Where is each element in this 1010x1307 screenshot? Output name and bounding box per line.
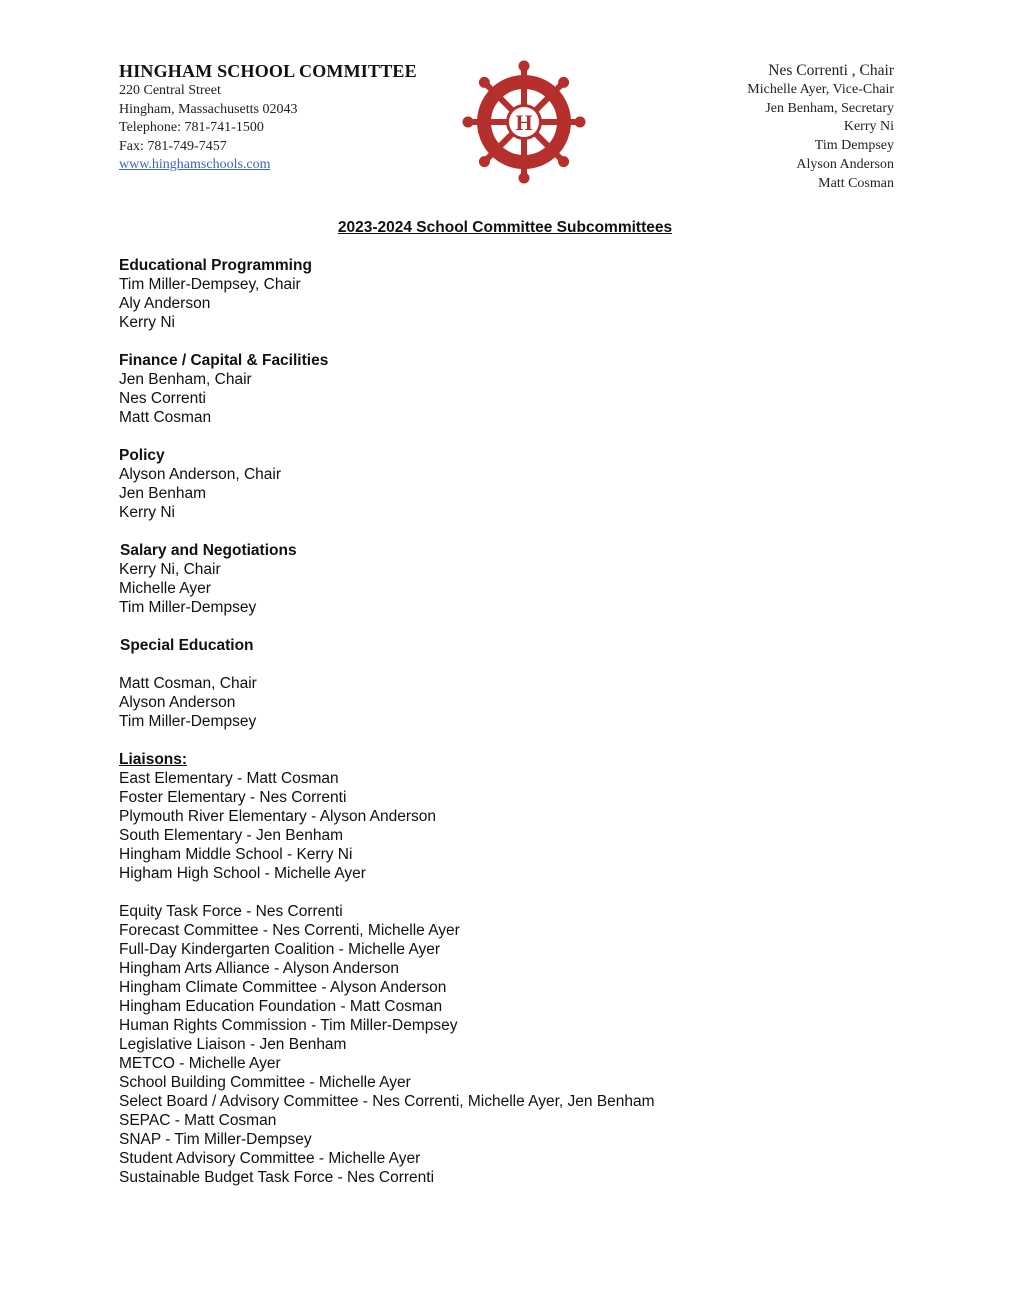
subcommittee-member: Kerry Ni: [119, 504, 175, 521]
group-liaison: Forecast Committee - Nes Correnti, Michelle Ayer: [119, 922, 460, 939]
group-liaison: Hingham Education Foundation - Matt Cosman: [119, 998, 443, 1015]
org-name: HINGHAM SCHOOL COMMITTEE: [119, 61, 417, 81]
member-chair: Nes Correnti , Chair: [768, 62, 894, 79]
address-city: Hingham, Massachusetts 02043: [119, 101, 298, 117]
address-street: 220 Central Street: [119, 83, 221, 98]
member-vice-chair: Michelle Ayer, Vice-Chair: [747, 81, 894, 97]
subcommittee-member: Alyson Anderson, Chair: [119, 466, 281, 483]
group-liaison: SEPAC - Matt Cosman: [119, 1112, 277, 1129]
committee-members-list: [747, 62, 894, 194]
group-liaison: Select Board / Advisory Committee - Nes Correnti, Michelle Ayer, Jen Benham: [119, 1093, 655, 1110]
member-secretary: Jen Benham, Secretary: [765, 100, 894, 116]
subcommittee-member: Kerry Ni: [119, 314, 175, 331]
subcommittee-heading: Policy: [119, 447, 165, 464]
subcommittee-member: Tim Miller-Dempsey: [119, 599, 257, 616]
school-liaison: East Elementary - Matt Cosman: [119, 770, 339, 787]
liaisons-heading: Liaisons:: [119, 751, 188, 768]
website-link[interactable]: www.hinghamschools.com: [119, 157, 271, 173]
subcommittee-member: Kerry Ni, Chair: [119, 561, 221, 578]
ship-wheel-logo-icon: [456, 55, 592, 189]
school-liaison: Higham High School - Michelle Ayer: [119, 865, 366, 882]
group-liaison: SNAP - Tim Miller-Dempsey: [119, 1131, 312, 1148]
group-liaison: School Building Committee - Michelle Ayer: [119, 1074, 411, 1091]
liaisons-section: [119, 750, 919, 1187]
subcommittee-section: [119, 351, 919, 427]
school-liaison: South Elementary - Jen Benham: [119, 827, 344, 844]
group-liaison: Equity Task Force - Nes Correnti: [119, 903, 343, 920]
school-liaison: Foster Elementary - Nes Correnti: [119, 789, 347, 806]
school-liaison: Plymouth River Elementary - Alyson Anderson: [119, 808, 437, 825]
group-liaison: Human Rights Commission - Tim Miller-Dempsey: [119, 1017, 458, 1034]
fax: Fax: 781-749-7457: [119, 138, 227, 154]
member: Kerry Ni: [843, 119, 894, 135]
subcommittee-member: Tim Miller-Dempsey, Chair: [119, 276, 301, 293]
member: Tim Dempsey: [814, 138, 894, 154]
document-title: 2023-2024 School Committee Subcommittees: [337, 219, 673, 236]
seal-letter: H: [515, 110, 533, 135]
subcommittee-member: Matt Cosman, Chair: [119, 675, 257, 692]
subcommittee-section: [119, 636, 919, 731]
group-liaison: Legislative Liaison - Jen Benham: [119, 1036, 347, 1053]
subcommittee-member: Aly Anderson: [119, 295, 211, 312]
subcommittee-member: Jen Benham: [119, 485, 207, 502]
subcommittee-heading: Salary and Negotiations: [120, 542, 297, 559]
subcommittee-section: [119, 446, 919, 522]
subcommittee-member: Matt Cosman: [119, 409, 212, 426]
group-liaison: Student Advisory Committee - Michelle Ayer: [119, 1150, 421, 1167]
letterhead-address-block: [119, 60, 417, 175]
group-liaison: METCO - Michelle Ayer: [119, 1055, 281, 1072]
group-liaison: Full-Day Kindergarten Coalition - Michelle Ayer: [119, 941, 441, 958]
subcommittee-member: Jen Benham, Chair: [119, 371, 252, 388]
document-body: [119, 256, 919, 1187]
member: Matt Cosman: [818, 175, 894, 191]
subcommittee-section: [119, 256, 919, 332]
group-liaison: Hingham Arts Alliance - Alyson Anderson: [119, 960, 400, 977]
group-liaison: Sustainable Budget Task Force - Nes Correnti: [119, 1169, 435, 1186]
school-liaison: Hingham Middle School - Kerry Ni: [119, 846, 353, 863]
subcommittee-heading: Special Education: [120, 637, 254, 654]
subcommittee-member: Alyson Anderson: [119, 694, 236, 711]
member: Alyson Anderson: [796, 156, 894, 172]
subcommittee-heading: Educational Programming: [119, 257, 312, 274]
group-liaison: Hingham Climate Committee - Alyson Anderson: [119, 979, 447, 996]
subcommittee-member: Tim Miller-Dempsey: [119, 713, 257, 730]
telephone: Telephone: 781-741-1500: [119, 120, 264, 136]
subcommittee-member: Michelle Ayer: [119, 580, 211, 597]
subcommittee-section: [119, 541, 919, 617]
subcommittee-heading: Finance / Capital & Facilities: [119, 352, 329, 369]
subcommittee-member: Nes Correnti: [119, 390, 206, 407]
